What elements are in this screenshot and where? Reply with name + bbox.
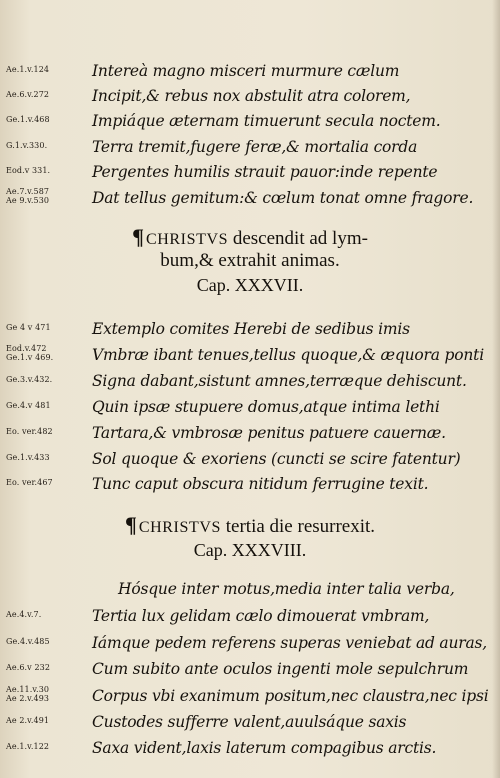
verse-reference: Ae.6.v 232: [6, 663, 51, 672]
pilcrow-mark: ¶: [124, 512, 137, 537]
verse-text: Extemplo comites Herebi de sedibus imis: [92, 320, 410, 338]
verse-reference: Ae.1.v.124: [6, 65, 50, 74]
verse-text: Custodes sufferre valent,auulsáque saxis: [92, 713, 407, 731]
verse-reference-secondary: Ge.1.v 469.: [6, 353, 54, 362]
verse-text: Pergentes humilis strauit pauor:inde repente: [92, 163, 438, 181]
verse-reference: [6, 344, 53, 362]
heading-text: descendit ad lym-: [228, 228, 368, 249]
verse-reference-primary: Eod.v.472: [6, 344, 47, 353]
verse-line: [0, 159, 500, 185]
verse-text: Incipit,& rebus nox abstulit atra colorem,: [92, 87, 411, 105]
verse-reference: Ge.1.v.468: [6, 115, 50, 124]
verse-line: [0, 735, 500, 761]
verse-text: Vmbræ ibant tenues,tellus quoque,& æquora ponti: [92, 346, 484, 364]
verse-text: Corpus vbi exanimum positum,nec claustra,nec ipsi: [92, 687, 489, 705]
verse-reference: Ge.4.v.485: [6, 637, 50, 646]
chapter-heading: [0, 514, 500, 539]
verse-reference: Ge.1.v.433: [6, 453, 50, 462]
verse-line: [0, 342, 500, 368]
heading-caps: CHRISTVS: [138, 519, 221, 536]
verse-text: Signa dabant,sistunt amnes,terræque dehiscunt.: [92, 372, 467, 390]
verse-text: Tertia lux gelidam cælo dimouerat vmbram,: [92, 607, 430, 625]
verse-line: [0, 368, 500, 394]
verse-reference: Ge.4.v 481: [6, 401, 51, 410]
verse-line: [0, 58, 500, 84]
verse-text: Quin ipsæ stupuere domus,atque intima lethi: [92, 398, 440, 416]
verse-reference: Ge.3.v.432.: [6, 375, 53, 384]
verse-line: [0, 709, 500, 735]
verse-reference-secondary: Ae 2.v.493: [6, 694, 50, 703]
heading-caps: CHRISTVS: [145, 231, 229, 248]
verse-line: [0, 656, 500, 682]
verse-line: [0, 683, 500, 709]
verse-text: Cum subito ante oculos ingenti mole sepulchrum: [92, 660, 469, 678]
verse-line: [0, 446, 500, 472]
heading-text: tertia die resurrexit.: [221, 516, 376, 537]
verse-text: Saxa vident,laxis laterum compagibus arctis.: [92, 739, 437, 757]
verse-reference: Eo. ver.482: [6, 427, 53, 436]
verse-reference: Ae.4.v.7.: [6, 610, 42, 619]
verse-reference: [6, 187, 49, 205]
verse-reference: Ae 2.v.491: [6, 716, 50, 725]
verse-reference-secondary: Ae 9.v.530: [6, 196, 50, 205]
verse-text: Impiáque æternam timuerunt secula noctem.: [92, 112, 441, 130]
verse-text: Intereà magno misceri murmure cælum: [92, 62, 400, 80]
verse-text: Tartara,& vmbrosæ penitus patuere cauernæ.: [92, 424, 446, 442]
verse-line: [0, 134, 500, 160]
verse-reference: Eo. ver.467: [6, 478, 53, 487]
verse-reference-primary: Ae.11.v.30: [6, 685, 50, 694]
verse-line: [0, 603, 500, 629]
verse-reference: [6, 685, 49, 703]
verse-text: Hósque inter motus,media inter talia verba,: [118, 580, 455, 598]
verse-reference: Ge 4 v 471: [6, 323, 51, 332]
verse-reference-primary: Ae.7.v.587: [6, 187, 50, 196]
verse-reference: G.1.v.330.: [6, 141, 48, 150]
verse-text: Tunc caput obscura nitidum ferrugine texit.: [92, 475, 429, 493]
verse-reference: Ae.1.v.122: [6, 742, 50, 751]
verse-line: [0, 576, 500, 602]
verse-line: [0, 108, 500, 134]
verse-reference: Ae.6.v.272: [6, 90, 50, 99]
page-edge-shadow: [492, 0, 500, 778]
verse-line: [0, 316, 500, 342]
chapter-heading: [0, 226, 500, 251]
verse-line: [0, 471, 500, 497]
chapter-number: Cap. XXXVIII.: [193, 540, 307, 560]
verse-text: Dat tellus gemitum:& cœlum tonat omne fragore.: [92, 189, 474, 207]
pilcrow-mark: ¶: [132, 224, 144, 249]
verse-line: [0, 185, 500, 211]
verse-line: [0, 630, 500, 656]
verse-line: [0, 394, 500, 420]
verse-line: [0, 420, 500, 446]
verse-reference: Eod.v 331.: [6, 166, 51, 175]
chapter-heading-continued: bum,& extrahit animas.: [160, 250, 340, 271]
verse-text: Sol quoque & exoriens (cuncti se scire fatentur): [92, 450, 461, 468]
verse-line: [0, 83, 500, 109]
verse-text: Iámque pedem referens superas veniebat ad auras,: [92, 634, 487, 652]
chapter-number: Cap. XXXVII.: [196, 275, 304, 295]
verse-text: Terra tremit,fugere feræ,& mortalia corda: [92, 138, 418, 156]
